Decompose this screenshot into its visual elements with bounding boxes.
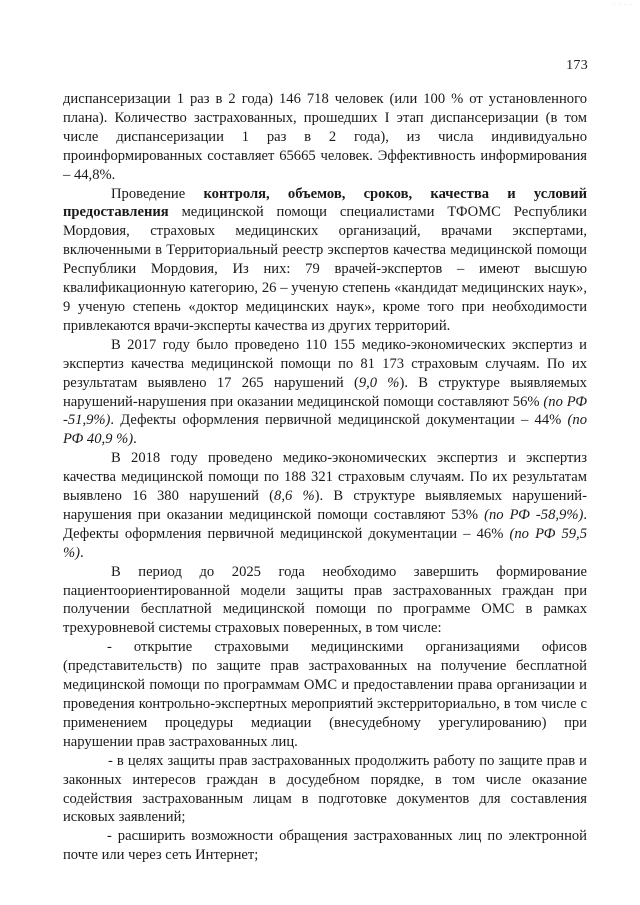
text-segment: . (80, 544, 84, 561)
list-item-online-appeals: - расширить возможности обращения застрахованных лиц по электронной почте или через сеть Интернет; (63, 828, 587, 864)
italic-rf-comparison: (по РФ -58,9%) (484, 506, 584, 523)
italic-rf-comparison: (по РФ 59,5 %) (63, 525, 587, 561)
page-number: 173 (566, 58, 588, 73)
paragraph-2018-expertise (63, 449, 587, 562)
text-segment: В 2018 году проведено медико-экономических экспертиз и экспертиз качества медицинской помощи по 188 321 страховым случаям. По их результатам выявлено 16 380 нарушений ( (63, 450, 587, 505)
list-item-offices: - открытие страховыми медицинскими организациями офисов (представительств) по защите прав застрахованных на получение бесплатной медицинской помощи по программам ОМС и предоставлении права организации и проведения контрольно-экспертных мероприятий экстерриториально, в том числе с применением процедуры медиации (внесудебному урегулированию) при нарушении прав застрахованных лиц. (63, 639, 587, 750)
italic-rf-comparison: (по РФ -51,9%) (63, 393, 587, 429)
italic-percentage: 8,6 % (274, 488, 315, 505)
text-segment: . Дефекты оформления первичной медицинской документации – 44% (110, 412, 568, 429)
paragraph-2025-goals: В период до 2025 года необходимо завершить формирование пациентоориентированной модели защиты прав застрахованных граждан при получении бесплатной медицинской помощи по программе ОМС в рамках трехуровневой системы страховых поверенных, в том числе: (63, 563, 587, 637)
paragraph-lead-text: Проведение (111, 185, 204, 202)
italic-percentage: 9,0 % (358, 374, 400, 391)
paragraph-dispensarization: диспансеризации 1 раз в 2 года) 146 718 человек (или 100 % от установленного плана). Количество застрахованных, прошедших I этап диспансеризации (в том числе диспансеризации 1 раз в 2 года), из числа индивидуально проинформированных составляет 65665 человек. Эффективность информирования – 44,8%. (63, 91, 587, 183)
list-item-protection: - в целях защиты прав застрахованных продолжить работу по защите прав и законных интересов граждан в досудебном порядке, в том числе оказание содействия застрахованным лицам в подготовке документов для составления исковых заявлений; (63, 752, 587, 826)
text-segment: . (133, 431, 137, 448)
italic-rf-comparison: (по РФ 40,9 %) (63, 412, 587, 448)
scan-corner-mark: · · · · (613, 2, 632, 8)
text-segment: ). В структуре выявляемых нарушений-нарушения при оказании медицинской помощи составляют 53% (63, 488, 587, 523)
bold-emphasis-text: контроля, объемов, сроков, качества и условий предоставления (63, 185, 588, 221)
text-segment: . Дефекты оформления первичной медицинской документации – 46% (63, 506, 587, 542)
document-body (63, 90, 587, 865)
text-segment: ). В структуре выявляемых нарушений-нарушения при оказании медицинской помощи составляют 56% (63, 374, 587, 410)
paragraph-body-text: медицинской помощи специалистами ТФОМС Республики Мордовия, страховых медицинских организаций, врачами экспертами, включенными в Территориальный реестр экспертов качества медицинской помощи Республики Мордовия, Из них: 79 врачей-экспертов – имеют высшую квалификационную категорию, 26 – ученую степень «кандидат медицинских наук», 9 ученую степень «доктор медицинских наук», кроме того при необходимости привлекаются врачи-эксперты качества из других территорий. (63, 204, 587, 334)
text-segment: В 2017 году было проведено 110 155 медико-экономических экспертиз и экспертиз качества медицинской помощи по 81 173 страховым случаям. По их результатам выявлено 17 265 нарушений ( (63, 336, 587, 391)
paragraph-quality-control (63, 185, 587, 336)
paragraph-2017-expertise (63, 336, 587, 449)
